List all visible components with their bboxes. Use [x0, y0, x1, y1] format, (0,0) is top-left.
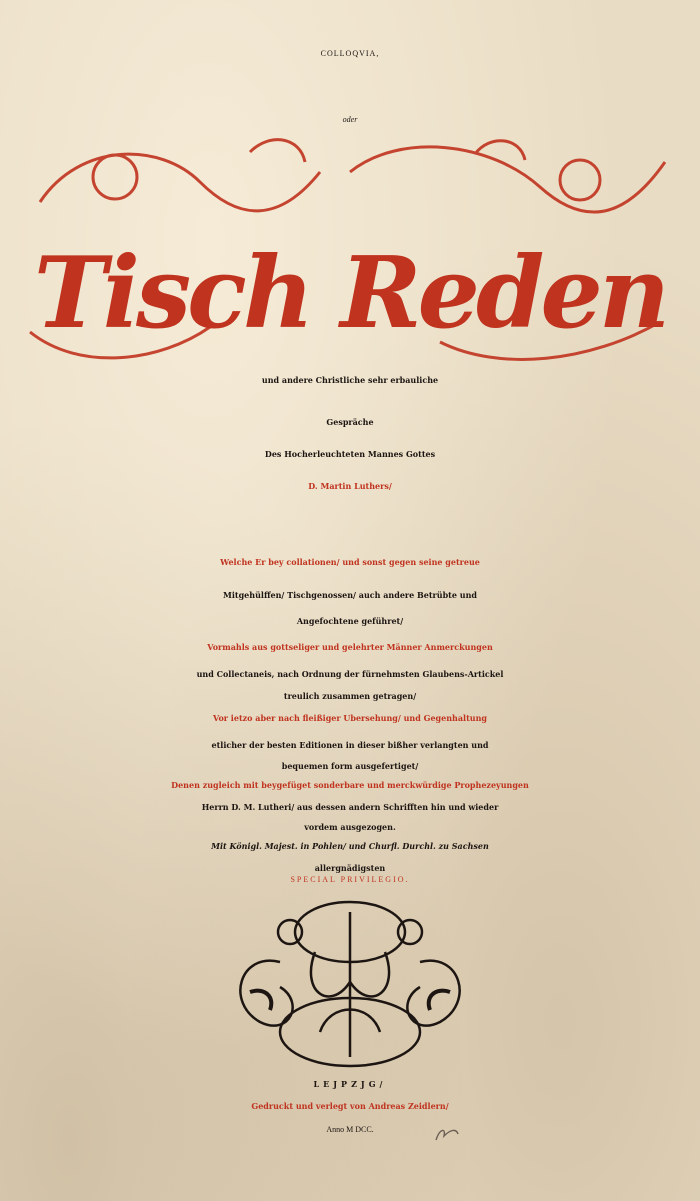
line-welche: Welche Er bey collationen/ und sonst gegen seine getreue	[220, 557, 480, 567]
line-denen: Denen zugleich mit beygefüget sonderbare und merckwürdige Prophezeyungen	[171, 780, 529, 790]
line-special-privilegio: SPECIAL PRIVILEGIO.	[290, 875, 410, 884]
line-allergnadigsten: allergnädigsten	[314, 863, 386, 873]
pencil-mark	[432, 1124, 462, 1144]
line-mitgehulffen: Mitgehülffen/ Tischgenossen/ auch andere Betrübte und	[223, 590, 477, 600]
line-treulich: treulich zusammen getragen/	[283, 691, 417, 701]
main-title: COLLOQVIA,	[320, 49, 380, 58]
imprint-printer: Gedruckt und verlegt von Andreas Zeidlern/	[251, 1101, 449, 1111]
tischreden-text: Tisch Reden	[33, 236, 667, 351]
line-vormahls: Vormahls aus gottseliger und gelehrter Männer Anmerckungen	[207, 642, 493, 652]
line-herrn: Herrn D. M. Lutheri/ aus dessen andern Schrifften hin und wieder	[201, 802, 499, 812]
oder-text: oder	[342, 115, 358, 124]
line-angefochtene: Angefochtene geführet/	[296, 616, 404, 626]
line-bequemen: bequemen form ausgefertiget/	[281, 761, 419, 771]
monogram-ornament	[220, 892, 480, 1072]
line-collectaneis: und Collectaneis, nach Ordnung der fürnehmsten Glaubens-Artickel	[196, 669, 504, 679]
line-gesprache: Gespräche	[326, 417, 374, 427]
line-vordem: vordem ausgezogen.	[304, 822, 396, 832]
imprint-year: Anno M DCC.	[326, 1125, 374, 1134]
line-etlicher: etlicher der besten Editionen in dieser bißher verlangten und	[211, 740, 489, 750]
line-und-andere: und andere Christliche sehr erbauliche	[261, 375, 439, 385]
tischreden-calligraphy	[20, 132, 680, 372]
line-hocherleuchteten: Des Hocherleuchteten Mannes Gottes	[264, 449, 436, 459]
line-koenigl: Mit Königl. Majest. in Pohlen/ und Churfl. Durchl. zu Sachsen	[211, 841, 489, 851]
imprint-city: LEJPZJG/	[313, 1079, 387, 1089]
line-vor-ietzo: Vor ietzo aber nach fleißiger Ubersehung/ und Gegenhaltung	[213, 713, 487, 723]
line-martin-luthers: D. Martin Luthers/	[308, 481, 392, 491]
